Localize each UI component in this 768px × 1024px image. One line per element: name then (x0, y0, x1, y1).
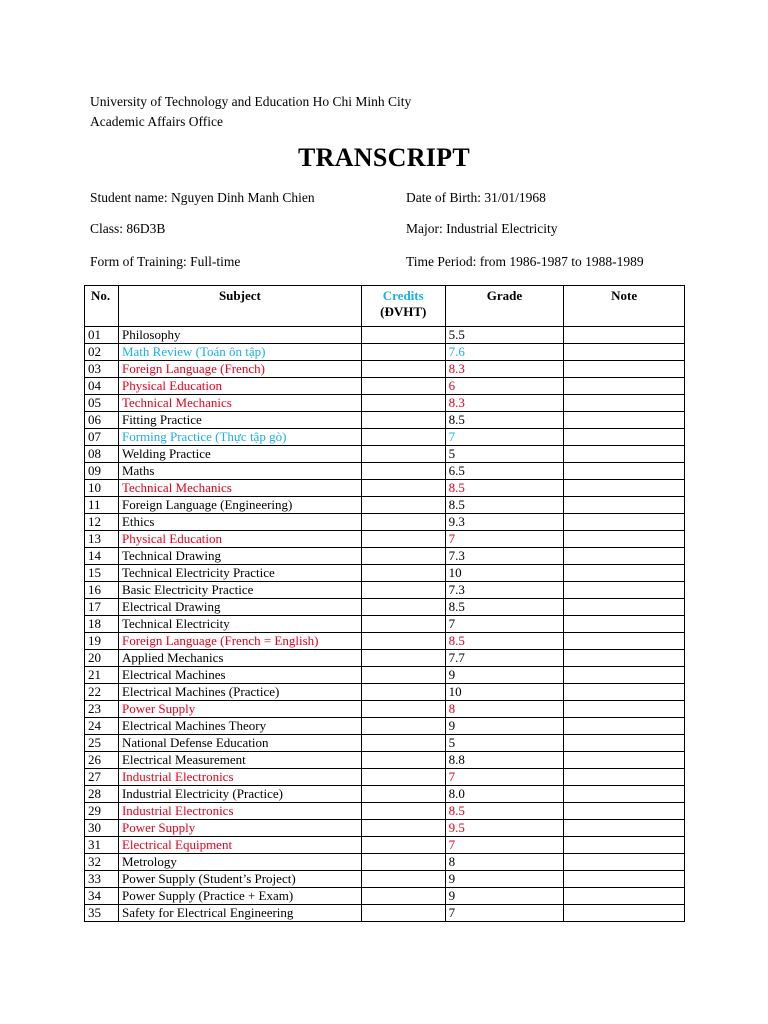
row-number: 11 (85, 497, 119, 514)
row-grade: 8.3 (445, 361, 564, 378)
row-subject: Math Review (Toán ôn tập) (118, 344, 361, 361)
info-row-training (90, 254, 690, 274)
row-grade: 7.7 (445, 650, 564, 667)
row-subject: Physical Education (118, 378, 361, 395)
row-subject: Applied Mechanics (118, 650, 361, 667)
row-subject: Philosophy (118, 327, 361, 344)
table-row (85, 905, 685, 922)
row-subject: Power Supply (Student’s Project) (118, 871, 361, 888)
row-number: 17 (85, 599, 119, 616)
row-credits (361, 633, 445, 650)
row-subject: National Defense Education (118, 735, 361, 752)
row-credits (361, 582, 445, 599)
row-subject: Technical Drawing (118, 548, 361, 565)
row-credits (361, 735, 445, 752)
row-number: 26 (85, 752, 119, 769)
row-number: 30 (85, 820, 119, 837)
row-grade: 8.5 (445, 480, 564, 497)
table-row (85, 412, 685, 429)
row-note (564, 412, 685, 429)
row-note (564, 803, 685, 820)
row-subject: Electrical Equipment (118, 837, 361, 854)
row-grade: 9 (445, 718, 564, 735)
row-credits (361, 395, 445, 412)
student-major: Major: Industrial Electricity (406, 221, 558, 236)
row-grade: 7.3 (445, 582, 564, 599)
row-subject: Electrical Drawing (118, 599, 361, 616)
row-note (564, 582, 685, 599)
row-note (564, 888, 685, 905)
row-subject: Basic Electricity Practice (118, 582, 361, 599)
row-credits (361, 718, 445, 735)
row-note (564, 565, 685, 582)
row-credits (361, 412, 445, 429)
row-grade: 10 (445, 684, 564, 701)
row-grade: 8.5 (445, 599, 564, 616)
row-note (564, 446, 685, 463)
row-number: 10 (85, 480, 119, 497)
header-credits-label: Credits (382, 288, 424, 303)
row-subject: Power Supply (Practice + Exam) (118, 888, 361, 905)
row-credits (361, 905, 445, 922)
row-grade: 8 (445, 854, 564, 871)
row-grade: 8.5 (445, 412, 564, 429)
table-row (85, 582, 685, 599)
row-credits (361, 361, 445, 378)
row-subject: Fitting Practice (118, 412, 361, 429)
table-row (85, 446, 685, 463)
row-credits (361, 599, 445, 616)
row-subject: Electrical Measurement (118, 752, 361, 769)
row-grade: 9 (445, 888, 564, 905)
row-note (564, 769, 685, 786)
row-number: 18 (85, 616, 119, 633)
row-grade: 7.6 (445, 344, 564, 361)
row-credits (361, 820, 445, 837)
row-credits (361, 701, 445, 718)
grades-table-body (85, 327, 685, 922)
row-grade: 7 (445, 769, 564, 786)
row-number: 20 (85, 650, 119, 667)
row-credits (361, 429, 445, 446)
time-period: Time Period: from 1986-1987 to 1988-1989 (406, 254, 644, 269)
row-note (564, 327, 685, 344)
row-note (564, 684, 685, 701)
table-row (85, 429, 685, 446)
row-number: 08 (85, 446, 119, 463)
row-credits (361, 497, 445, 514)
row-subject: Industrial Electronics (118, 803, 361, 820)
row-number: 21 (85, 667, 119, 684)
row-note (564, 378, 685, 395)
row-number: 27 (85, 769, 119, 786)
row-grade: 7.3 (445, 548, 564, 565)
row-credits (361, 684, 445, 701)
date-of-birth: Date of Birth: 31/01/1968 (406, 190, 546, 205)
row-grade: 5.5 (445, 327, 564, 344)
header-subject: Subject (118, 286, 361, 327)
row-number: 34 (85, 888, 119, 905)
row-note (564, 497, 685, 514)
table-row (85, 633, 685, 650)
row-credits (361, 752, 445, 769)
row-note (564, 650, 685, 667)
row-grade: 8.0 (445, 786, 564, 803)
row-grade: 9.3 (445, 514, 564, 531)
row-credits (361, 531, 445, 548)
row-subject: Safety for Electrical Engineering (118, 905, 361, 922)
row-note (564, 837, 685, 854)
row-number: 01 (85, 327, 119, 344)
row-note (564, 752, 685, 769)
row-grade: 8.5 (445, 633, 564, 650)
row-note (564, 735, 685, 752)
row-grade: 9 (445, 871, 564, 888)
row-grade: 7 (445, 429, 564, 446)
row-note (564, 820, 685, 837)
row-subject: Ethics (118, 514, 361, 531)
table-row (85, 701, 685, 718)
table-row (85, 463, 685, 480)
table-row (85, 888, 685, 905)
row-note (564, 633, 685, 650)
row-number: 02 (85, 344, 119, 361)
row-note (564, 905, 685, 922)
row-number: 22 (85, 684, 119, 701)
row-note (564, 599, 685, 616)
row-subject: Industrial Electronics (118, 769, 361, 786)
table-row (85, 514, 685, 531)
row-number: 04 (85, 378, 119, 395)
table-row (85, 854, 685, 871)
row-credits (361, 463, 445, 480)
table-row (85, 548, 685, 565)
row-subject: Electrical Machines Theory (118, 718, 361, 735)
row-number: 29 (85, 803, 119, 820)
table-row (85, 650, 685, 667)
row-credits (361, 548, 445, 565)
table-row (85, 480, 685, 497)
row-credits (361, 514, 445, 531)
row-grade: 7 (445, 531, 564, 548)
row-credits (361, 837, 445, 854)
header-grade: Grade (445, 286, 564, 327)
row-note (564, 667, 685, 684)
row-grade: 7 (445, 837, 564, 854)
row-note (564, 786, 685, 803)
table-row (85, 684, 685, 701)
row-number: 33 (85, 871, 119, 888)
row-note (564, 344, 685, 361)
row-grade: 9 (445, 667, 564, 684)
row-subject: Foreign Language (French) (118, 361, 361, 378)
row-note (564, 429, 685, 446)
table-row (85, 871, 685, 888)
table-row (85, 599, 685, 616)
row-grade: 5 (445, 735, 564, 752)
row-credits (361, 769, 445, 786)
row-credits (361, 667, 445, 684)
row-grade: 8 (445, 701, 564, 718)
row-number: 31 (85, 837, 119, 854)
row-credits (361, 344, 445, 361)
row-subject: Industrial Electricity (Practice) (118, 786, 361, 803)
row-number: 14 (85, 548, 119, 565)
row-subject: Metrology (118, 854, 361, 871)
table-row (85, 820, 685, 837)
table-row (85, 786, 685, 803)
row-note (564, 718, 685, 735)
row-subject: Foreign Language (French = English) (118, 633, 361, 650)
row-number: 12 (85, 514, 119, 531)
header-note: Note (564, 286, 685, 327)
row-note (564, 361, 685, 378)
header-credits (361, 286, 445, 327)
row-subject: Technical Electricity (118, 616, 361, 633)
row-note (564, 616, 685, 633)
row-subject: Technical Mechanics (118, 395, 361, 412)
row-credits (361, 446, 445, 463)
document-title: TRANSCRIPT (297, 143, 471, 172)
row-number: 09 (85, 463, 119, 480)
row-grade: 6 (445, 378, 564, 395)
row-note (564, 548, 685, 565)
row-subject: Forming Practice (Thực tập gò) (118, 429, 361, 446)
row-number: 16 (85, 582, 119, 599)
row-subject: Maths (118, 463, 361, 480)
row-grade: 10 (445, 565, 564, 582)
info-row-class (90, 221, 690, 241)
row-grade: 8.8 (445, 752, 564, 769)
row-credits (361, 565, 445, 582)
row-note (564, 531, 685, 548)
row-number: 19 (85, 633, 119, 650)
table-row (85, 395, 685, 412)
row-number: 25 (85, 735, 119, 752)
row-number: 05 (85, 395, 119, 412)
table-row (85, 752, 685, 769)
table-row (85, 531, 685, 548)
row-grade: 7 (445, 905, 564, 922)
row-credits (361, 650, 445, 667)
table-row (85, 327, 685, 344)
table-row (85, 565, 685, 582)
row-subject: Foreign Language (Engineering) (118, 497, 361, 514)
row-number: 32 (85, 854, 119, 871)
row-number: 06 (85, 412, 119, 429)
row-credits (361, 480, 445, 497)
table-row (85, 718, 685, 735)
table-header-row (85, 286, 685, 327)
row-note (564, 514, 685, 531)
row-subject: Power Supply (118, 701, 361, 718)
row-credits (361, 803, 445, 820)
row-subject: Electrical Machines (Practice) (118, 684, 361, 701)
row-note (564, 395, 685, 412)
student-class: Class: 86D3B (90, 221, 166, 236)
row-credits (361, 854, 445, 871)
document-header (90, 92, 411, 132)
row-credits (361, 786, 445, 803)
row-subject: Welding Practice (118, 446, 361, 463)
table-row (85, 378, 685, 395)
row-note (564, 854, 685, 871)
row-number: 07 (85, 429, 119, 446)
row-note (564, 463, 685, 480)
row-number: 24 (85, 718, 119, 735)
table-row (85, 667, 685, 684)
table-row (85, 344, 685, 361)
row-credits (361, 327, 445, 344)
row-number: 13 (85, 531, 119, 548)
row-credits (361, 616, 445, 633)
row-credits (361, 888, 445, 905)
row-subject: Technical Electricity Practice (118, 565, 361, 582)
row-number: 15 (85, 565, 119, 582)
table-row (85, 803, 685, 820)
row-note (564, 480, 685, 497)
row-subject: Electrical Machines (118, 667, 361, 684)
row-note (564, 871, 685, 888)
table-row (85, 735, 685, 752)
row-grade: 8.5 (445, 803, 564, 820)
table-row (85, 497, 685, 514)
row-grade: 8.5 (445, 497, 564, 514)
row-number: 35 (85, 905, 119, 922)
row-note (564, 701, 685, 718)
row-credits (361, 378, 445, 395)
header-no: No. (85, 286, 119, 327)
row-subject: Power Supply (118, 820, 361, 837)
row-subject: Physical Education (118, 531, 361, 548)
row-grade: 8.3 (445, 395, 564, 412)
row-grade: 9.5 (445, 820, 564, 837)
form-of-training: Form of Training: Full-time (90, 254, 241, 269)
row-credits (361, 871, 445, 888)
row-grade: 6.5 (445, 463, 564, 480)
table-row (85, 769, 685, 786)
row-number: 03 (85, 361, 119, 378)
table-row (85, 361, 685, 378)
grades-table (84, 285, 685, 922)
row-number: 28 (85, 786, 119, 803)
table-row (85, 837, 685, 854)
student-name: Student name: Nguyen Dinh Manh Chien (90, 190, 315, 205)
info-row-name (90, 190, 690, 210)
header-credits-unit: (ĐVHT) (380, 304, 427, 319)
table-row (85, 616, 685, 633)
row-number: 23 (85, 701, 119, 718)
office-name: Academic Affairs Office (90, 114, 223, 129)
university-name: University of Technology and Education Ho Chi Minh City (90, 94, 412, 109)
row-grade: 7 (445, 616, 564, 633)
row-grade: 5 (445, 446, 564, 463)
row-subject: Technical Mechanics (118, 480, 361, 497)
